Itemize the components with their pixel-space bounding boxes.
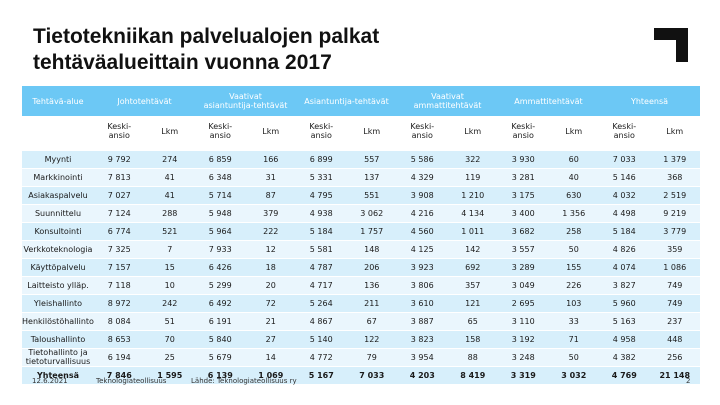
- table-cell: 3 823: [410, 334, 434, 344]
- table-cell: 87: [265, 190, 276, 200]
- table-cell: 3 248: [511, 352, 535, 362]
- table-cell: 33: [568, 316, 579, 326]
- table-cell: 10: [164, 280, 175, 290]
- table-cell: 122: [364, 334, 380, 344]
- table-cell: 4 795: [309, 190, 333, 200]
- table-cell: 3 062: [360, 208, 384, 218]
- table-cell: 67: [366, 316, 377, 326]
- table-cell: 9 792: [107, 154, 131, 164]
- table-cell: 3 289: [511, 262, 535, 272]
- table-cell: 6 426: [208, 262, 232, 272]
- table-cell: 7 846: [106, 370, 132, 380]
- table-cell: 8 972: [107, 298, 131, 308]
- row-label: Taloushallinto: [30, 334, 86, 344]
- table-cell: 14: [265, 352, 276, 362]
- table-cell: 27: [265, 334, 276, 344]
- header-group-3: Vaativat ammattitehtävät: [413, 92, 482, 110]
- subheader-3-avg: Keski-ansio: [410, 122, 435, 140]
- table-cell: 8 653: [107, 334, 131, 344]
- table-cell: 1 757: [360, 226, 384, 236]
- row-label: Henkilöstöhallinto: [22, 316, 94, 326]
- subheader-1-avg: Keski-ansio: [208, 122, 233, 140]
- table-cell: 258: [566, 226, 582, 236]
- table-cell: 4 867: [309, 316, 333, 326]
- table-cell: 71: [568, 334, 579, 344]
- header-group-1: Vaativat asiantuntija-tehtävät: [203, 92, 288, 110]
- table-cell: 379: [263, 208, 279, 218]
- subheader-5-count: Lkm: [666, 126, 684, 136]
- table-cell: 1 086: [663, 262, 687, 272]
- header-group-5: Yhteensä: [630, 96, 669, 106]
- table-cell: 448: [667, 334, 683, 344]
- table-cell: 322: [465, 154, 481, 164]
- table-cell: 31: [265, 172, 276, 182]
- table-cell: 6 139: [207, 370, 233, 380]
- row-label: Konsultointi: [34, 226, 82, 236]
- table-cell: 5 264: [309, 298, 333, 308]
- table-cell: 3 954: [410, 352, 434, 362]
- table-cell: 4 216: [410, 208, 434, 218]
- table-cell: 9 219: [663, 208, 687, 218]
- table-cell: 4 769: [611, 370, 637, 380]
- table-cell: 3 779: [663, 226, 687, 236]
- table-cell: 6 774: [107, 226, 131, 236]
- table-cell: 5 948: [208, 208, 232, 218]
- table-cell: 3 049: [511, 280, 535, 290]
- table-cell: 521: [162, 226, 178, 236]
- brand-logo: [654, 28, 688, 62]
- table-cell: 7 325: [107, 244, 131, 254]
- table-cell: 60: [568, 154, 579, 164]
- table-cell: 7 813: [107, 172, 131, 182]
- table-cell: 7 118: [107, 280, 131, 290]
- table-cell: 2 519: [663, 190, 687, 200]
- table-cell: 5 299: [208, 280, 232, 290]
- table-cell: 3 400: [511, 208, 535, 218]
- table-cell: 79: [366, 352, 377, 362]
- table-cell: 40: [568, 172, 579, 182]
- table-cell: 3 175: [511, 190, 535, 200]
- table-cell: 1 379: [663, 154, 687, 164]
- table-cell: 630: [566, 190, 582, 200]
- table-cell: 50: [568, 244, 579, 254]
- table-cell: 211: [364, 298, 380, 308]
- header-group-0: Johtotehtävät: [117, 96, 172, 106]
- table-cell: 1 011: [461, 226, 485, 236]
- table-cell: 3 682: [511, 226, 535, 236]
- table-cell: 88: [467, 352, 478, 362]
- header-group-4: Ammattitehtävät: [514, 96, 583, 106]
- table-cell: 5 146: [612, 172, 636, 182]
- table-cell: 749: [667, 280, 683, 290]
- table-cell: 4 498: [612, 208, 636, 218]
- table-cell: 226: [566, 280, 582, 290]
- table-cell: 357: [465, 280, 481, 290]
- table-cell: 4 560: [410, 226, 434, 236]
- table-cell: 692: [465, 262, 481, 272]
- table-cell: 136: [364, 280, 380, 290]
- table-cell: 4 717: [309, 280, 333, 290]
- table-cell: 4 938: [309, 208, 333, 218]
- table-cell: 2 695: [511, 298, 535, 308]
- table-cell: 5 140: [309, 334, 333, 344]
- table-cell: 3 806: [410, 280, 434, 290]
- subheader-4-avg: Keski-ansio: [511, 122, 536, 140]
- table-cell: 7 124: [107, 208, 131, 218]
- table-cell: 5 184: [612, 226, 636, 236]
- table-cell: 142: [465, 244, 481, 254]
- table-cell: 3 192: [511, 334, 535, 344]
- table-cell: 3 610: [410, 298, 434, 308]
- table-cell: 18: [265, 262, 276, 272]
- table-cell: 551: [364, 190, 380, 200]
- row-label: Suunnittelu: [34, 208, 82, 218]
- table-cell: 148: [364, 244, 380, 254]
- table-cell: 8 419: [460, 370, 486, 380]
- table-cell: 237: [667, 316, 683, 326]
- table-cell: 7 027: [107, 190, 131, 200]
- table-cell: 242: [162, 298, 178, 308]
- table-cell: 6 899: [309, 154, 333, 164]
- subheader-0-avg: Keski-ansio: [107, 122, 132, 140]
- table-cell: 1 210: [461, 190, 485, 200]
- row-label: Tietohallinto ja tietoturvallisuus: [25, 348, 91, 366]
- table-cell: 749: [667, 298, 683, 308]
- table-cell: 5 163: [612, 316, 636, 326]
- table-cell: 557: [364, 154, 380, 164]
- table-cell: 3 281: [511, 172, 535, 182]
- table-cell: 8 084: [107, 316, 131, 326]
- table-cell: 3 923: [410, 262, 434, 272]
- row-label: Myynti: [44, 154, 72, 164]
- table-cell: 5 184: [309, 226, 333, 236]
- table-cell: 5 679: [208, 352, 232, 362]
- table-cell: 3 319: [510, 370, 536, 380]
- table-cell: 3 930: [511, 154, 535, 164]
- table-cell: 51: [164, 316, 175, 326]
- table-cell: 5 964: [208, 226, 232, 236]
- row-label: Markkinointi: [33, 172, 83, 182]
- table-cell: 3 908: [410, 190, 434, 200]
- table-cell: 25: [164, 352, 175, 362]
- header-area: Tehtävä-alue: [32, 96, 84, 106]
- table-cell: 1 069: [258, 370, 284, 380]
- table-cell: 166: [263, 154, 279, 164]
- table-cell: 21 148: [659, 370, 691, 380]
- table-cell: 5 714: [208, 190, 232, 200]
- table-cell: 4 958: [612, 334, 636, 344]
- row-label: Laitteisto ylläp.: [27, 280, 89, 290]
- table-cell: 7: [167, 244, 173, 254]
- table-cell: 4 787: [309, 262, 333, 272]
- table-cell: 7 033: [359, 370, 385, 380]
- page-number: 2: [686, 377, 691, 385]
- table-cell: 5 586: [410, 154, 434, 164]
- table-cell: 70: [164, 334, 175, 344]
- footer-source: Lähde: Teknologiateollisuus ry: [191, 377, 297, 385]
- subheader-2-count: Lkm: [363, 126, 381, 136]
- table-cell: 3 110: [511, 316, 535, 326]
- table-cell: 288: [162, 208, 178, 218]
- footer-date: 12.6.2021: [32, 377, 68, 385]
- title-line-1: Tietotekniikan palvelualojen palkat: [33, 25, 380, 48]
- table-cell: 3 827: [612, 280, 636, 290]
- table-cell: 1 595: [157, 370, 183, 380]
- table-cell: 4 032: [612, 190, 636, 200]
- subheader-5-avg: Keski-ansio: [612, 122, 637, 140]
- table-cell: 5 331: [309, 172, 333, 182]
- table-cell: 256: [667, 352, 683, 362]
- table-cell: 4 329: [410, 172, 434, 182]
- table-cell: 155: [566, 262, 582, 272]
- title-line-2: tehtäväalueittain vuonna 2017: [33, 51, 332, 74]
- row-label: Yhteensä: [36, 370, 80, 380]
- table-cell: 5 840: [208, 334, 232, 344]
- table-cell: 4 074: [612, 262, 636, 272]
- table-cell: 103: [566, 298, 582, 308]
- table-cell: 12: [265, 244, 276, 254]
- table-cell: 4 826: [612, 244, 636, 254]
- table-cell: 6 859: [208, 154, 232, 164]
- table-cell: 3 557: [511, 244, 535, 254]
- table-cell: 137: [364, 172, 380, 182]
- subheader-0-count: Lkm: [161, 126, 179, 136]
- row-label: Yleishallinto: [33, 298, 83, 308]
- table-cell: 6 348: [208, 172, 232, 182]
- table-cell: 6 194: [107, 352, 131, 362]
- table-cell: 41: [164, 172, 175, 182]
- table-cell: 3 032: [561, 370, 587, 380]
- table-cell: 7 933: [208, 244, 232, 254]
- table-cell: 368: [667, 172, 683, 182]
- table-cell: 4 134: [461, 208, 485, 218]
- table-cell: 4 203: [409, 370, 435, 380]
- row-label: Asiakaspalvelu: [28, 190, 88, 200]
- table-cell: 119: [465, 172, 481, 182]
- table-cell: 65: [467, 316, 478, 326]
- table-cell: 20: [265, 280, 276, 290]
- table-cell: 4 382: [612, 352, 636, 362]
- subheader-3-count: Lkm: [464, 126, 482, 136]
- table-cell: 158: [465, 334, 481, 344]
- subheader-2-avg: Keski-ansio: [309, 122, 334, 140]
- table-cell: 121: [465, 298, 481, 308]
- table-cell: 6 492: [208, 298, 232, 308]
- table-cell: 7 157: [107, 262, 131, 272]
- subheader-4-count: Lkm: [565, 126, 583, 136]
- table-cell: 41: [164, 190, 175, 200]
- table-cell: 222: [263, 226, 279, 236]
- footer-org: Teknologiateollisuus: [96, 377, 167, 385]
- table-cell: 6 191: [208, 316, 232, 326]
- table-cell: 206: [364, 262, 380, 272]
- slide-title: [33, 24, 379, 76]
- table-cell: 3 887: [410, 316, 434, 326]
- table-cell: 5 167: [308, 370, 334, 380]
- row-label: Käyttöpalvelu: [30, 262, 86, 272]
- table-cell: 7 033: [612, 154, 636, 164]
- row-label: Verkkoteknologia: [23, 244, 93, 254]
- table-cell: 4 772: [309, 352, 333, 362]
- table-cell: 4 125: [410, 244, 434, 254]
- subheader-1-count: Lkm: [262, 126, 280, 136]
- table-cell: 5 581: [309, 244, 333, 254]
- table-cell: 72: [265, 298, 276, 308]
- header-group-2: Asiantuntija-tehtävät: [304, 96, 389, 106]
- table-cell: 15: [164, 262, 175, 272]
- table-cell: 359: [667, 244, 683, 254]
- table-cell: 21: [265, 316, 276, 326]
- table-cell: 5 960: [612, 298, 636, 308]
- table-cell: 50: [568, 352, 579, 362]
- table-cell: 274: [162, 154, 178, 164]
- table-cell: 1 356: [562, 208, 586, 218]
